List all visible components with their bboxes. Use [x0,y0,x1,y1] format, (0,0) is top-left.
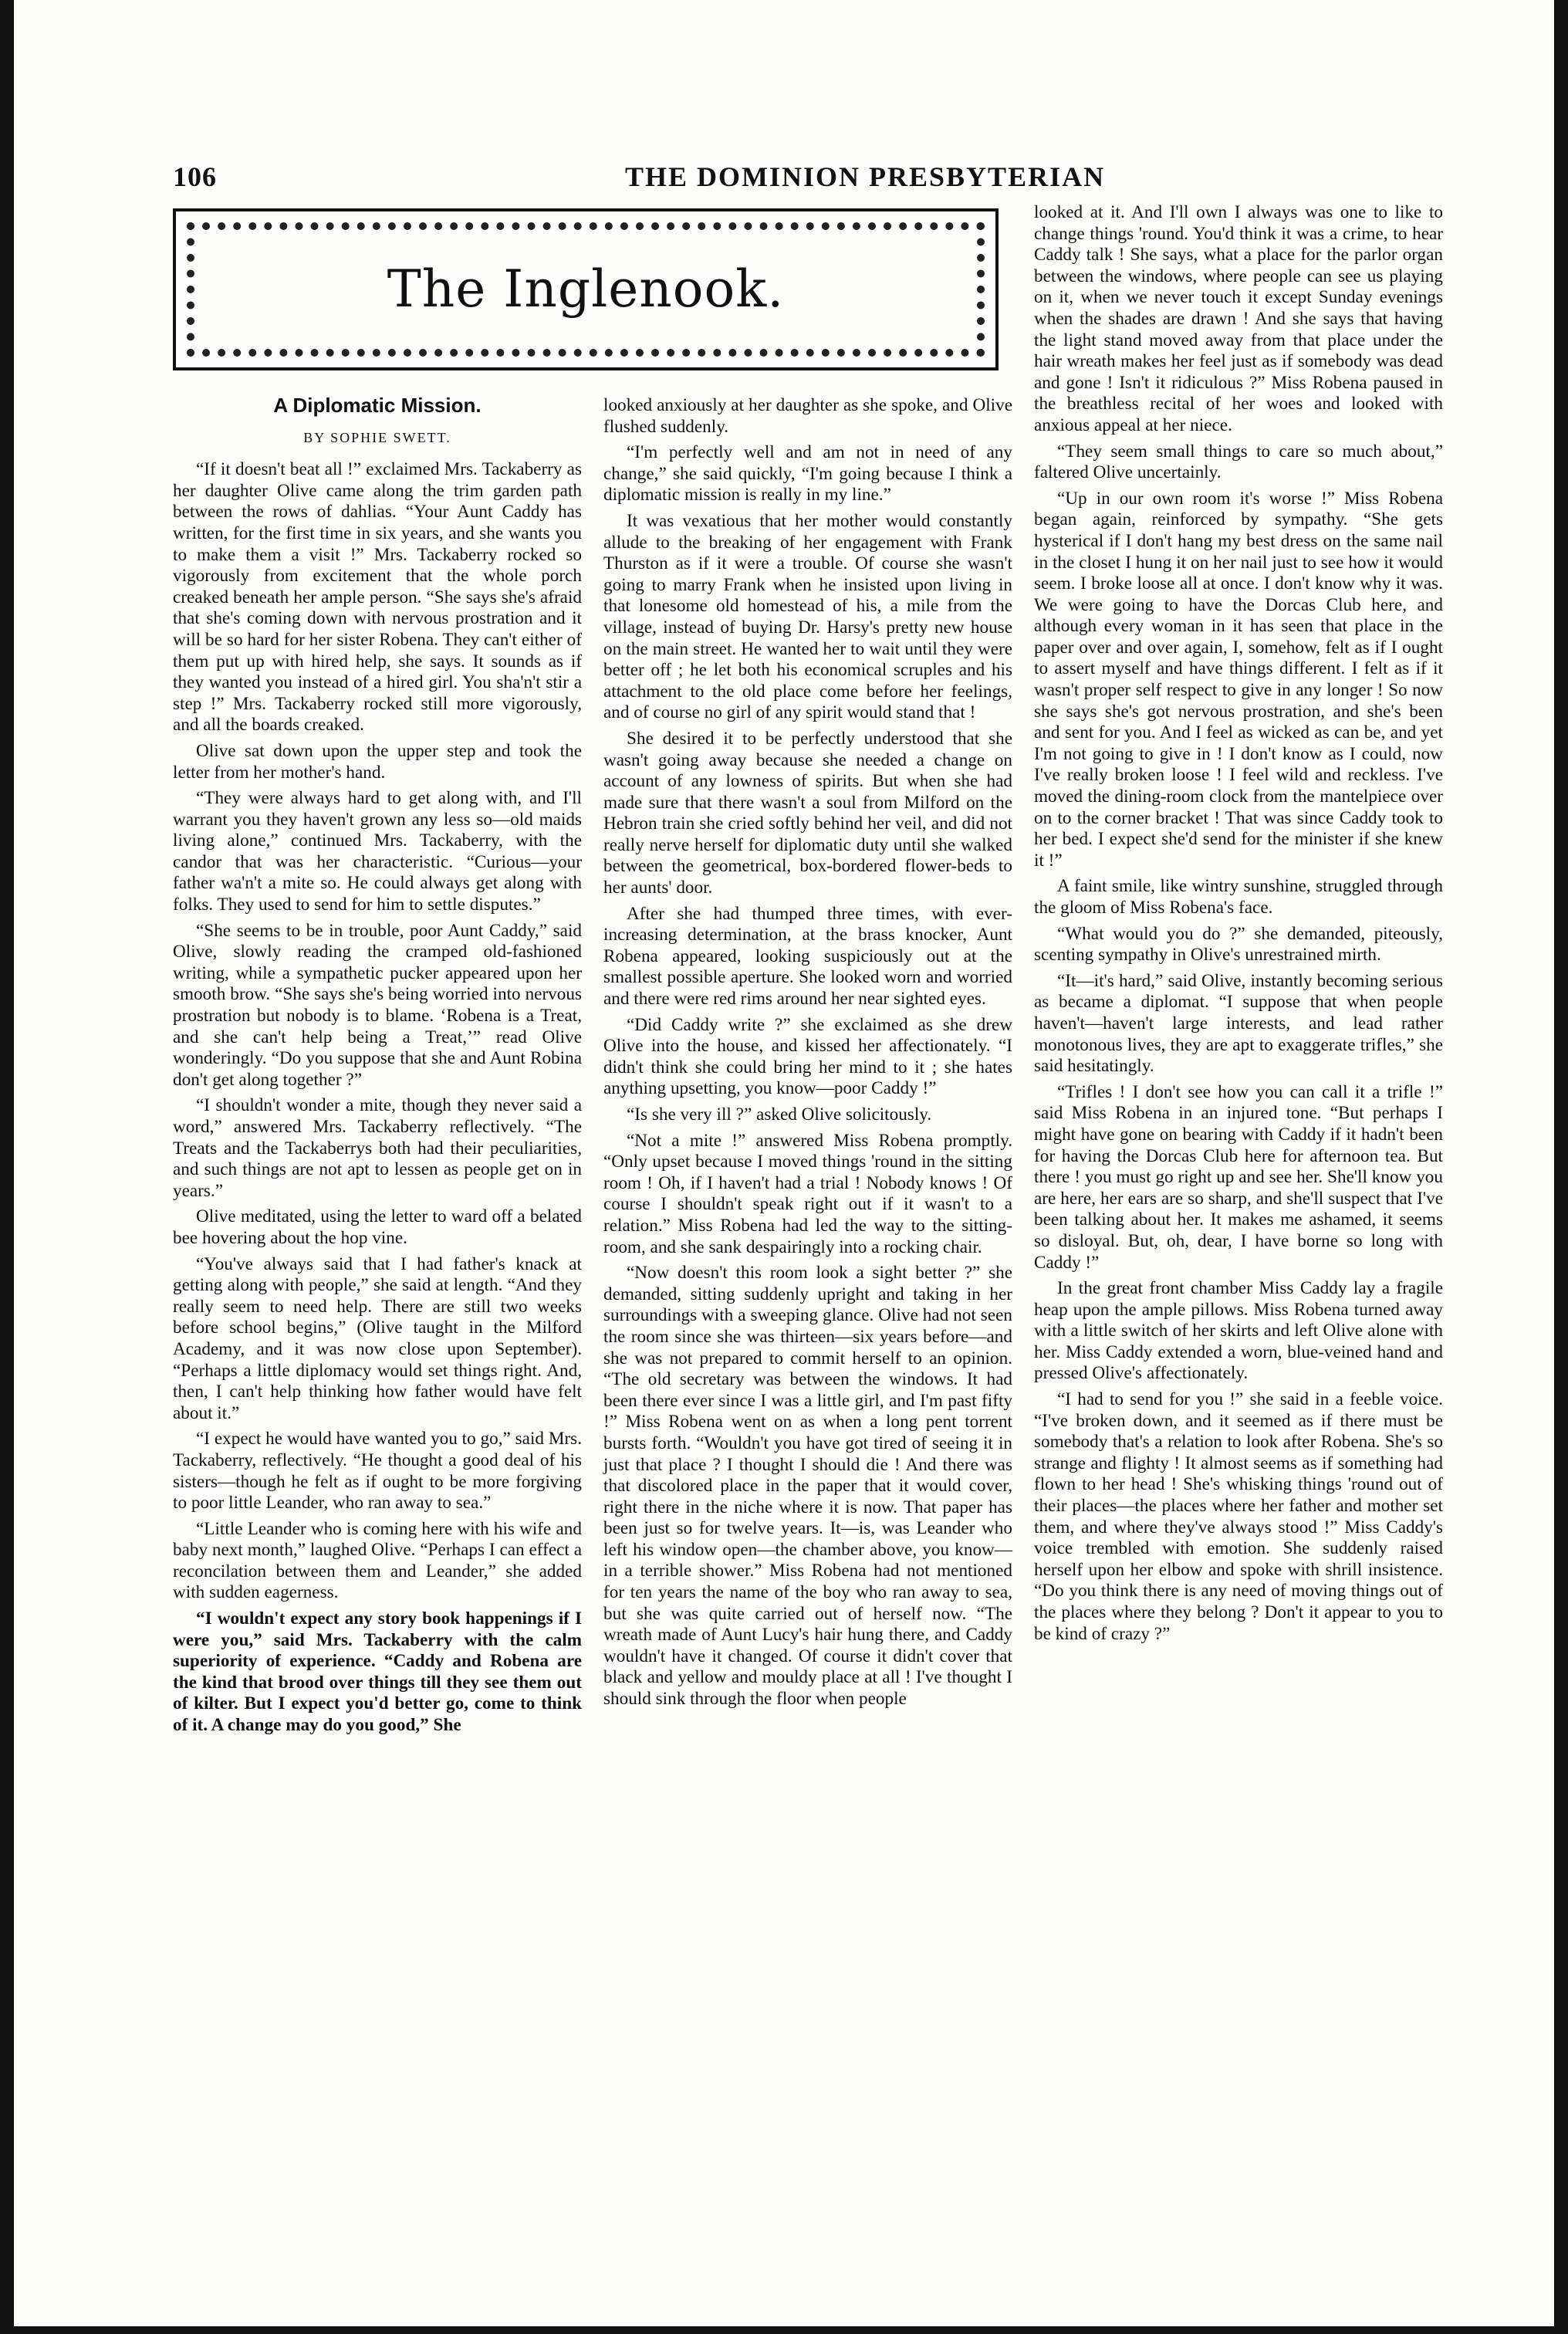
paragraph: “I had to send for you !” she said in a feeble voice. “I've broken down, and it seemed as if there must be somebody that's a relation to look after Robena. She's so strange and flighty ! It almost seems as if something had flown to her head ! She's whisking things 'round out of their places—the places where her father and mother set them, and where they've always stood !” Miss Caddy's voice trembled with emotion. She suddenly raised herself upon her elbow and spoke with shrill insistence. “Do you think there is any need of moving things out of the places where they belong ? Don't it appear to you to be kind of crazy ?” [1034,1389,1443,1644]
paragraph: “I wouldn't expect any story book happenings if I were you,” said Mrs. Tackaberry with the calm superiority of experience. “Caddy and Robena are the kind that brood over things till they see them out of kilter. But I expect you'd better go, come to think of it. A change may do you good,” She [173,1608,582,1736]
paragraph: “Up in our own room it's worse !” Miss Robena began again, reinforced by sympathy. “She gets hysterical if I don't hang my best dress on the same nail in the closet I hung it on her nail just to see how it would seem. I broke loose all at once. I don't know why it was. We were going to have the Dorcas Club here, and although every woman in it has seen that place in the paper over and over again, I, somehow, felt as if I ought to assert myself and have things different. I felt as if it wasn't proper self respect to give in any longer ! So now she says she's got nervous prostration, and she's been and sent for you. And I feel as wicked as can be, and yet I'm not going to give in ! I don't know as I could, now I've really broken loose ! I feel wild and reckless. I've moved the dining-room clock from the mantelpiece over on to the corner bracket ! That was since Caddy took to her bed. I expect she'd send for the minister if she knew it !” [1034,488,1443,871]
paragraph: “Now doesn't this room look a sight better ?” she demanded, sitting suddenly upright and taking in her surroundings with a sweeping glance. Olive had not seen the room since she was thirteen—six years before—and she was not prepared to commit herself to an opinion. “The old secretary was between the windows. It had been there ever since I was a little girl, and I'm past fifty !” Miss Robena went on as when a long pent torrent bursts forth. “Wouldn't you have got tired of seeing it in just that place ? I thought I should die ! And there was that discolored place in the paper that it would cover, right there in the niche where it is now. That paper has been just so for twelve years. It—is, was Leander who left his window open—the chamber above, you know—in a terrible shower.” Miss Robena had not mentioned for ten years the name of the boy who ran away to sea, but she was quite carried out of herself now. “The wreath made of Aunt Lucy's hair hung there, and Caddy wouldn't have it changed. Of course it didn't cover that black and yellow and mouldy place at all ! I've thought I should sink through the floor when people [603,1263,1012,1710]
paragraph: “You've always said that I had father's knack at getting along with people,” she said at length. “And they really seem to need help. There are still two weeks before school begins,” (Olive taught in the Milford Academy, and it was now close upon September). “Perhaps a little diplomacy would set things right. And, then, I can't help thinking how father would have felt about it.” [173,1253,582,1423]
paragraph: “Not a mite !” answered Miss Robena promptly. “Only upset because I moved things 'round in the sitting room ! Oh, if I haven't had a trial ! Nobody knows ! Of course I shouldn't speak right out if it wasn't to a relation.” Miss Robena had led the way to the sitting-room, and she sank despairingly into a rocking chair. [603,1130,1012,1257]
paragraph: “I shouldn't wonder a mite, though they never said a word,” answered Mrs. Tackaberry reflectively. “The Treats and the Tackaberrys both had their peculiarities, and such things are not apt to lessen as people get on in years.” [173,1095,582,1201]
paragraph: After she had thumped three times, with ever-increasing determination, at the brass knocker, Aunt Robena appeared, looking suspiciously out at the smallest possible aperture. She looked worn and worried and there were red rims around her near sighted eyes. [603,903,1012,1010]
column-3 [1034,202,1443,1649]
paragraph: “She seems to be in trouble, poor Aunt Caddy,” said Olive, slowly reading the cramped old-fashioned writing, while a sympathetic pucker appeared upon her smooth brow. “She says she's being worried into nervous prostration but nobody is to blame. ‘Robena is a Treat, and she can't help being a Treat,’” read Olive wonderingly. “Do you suppose that she and Aunt Robina don't get along together ?” [173,920,582,1090]
column-2 [603,395,1012,1715]
paragraph: “I expect he would have wanted you to go,” said Mrs. Tackaberry, reflectively. “He thought a good deal of his sisters—though he felt as if ought to be more forgiving to poor little Leander, who ran away to sea.” [173,1429,582,1514]
paragraph: “If it doesn't beat all !” exclaimed Mrs. Tackaberry as her daughter Olive came along the trim garden path between the rows of dahlias. “Your Aunt Caddy has written, for the first time in six years, and she wants you to make them a visit !” Mrs. Tackaberry rocked so vigorously from excitement that the whole porch creaked beneath her ample person. “She says she's afraid that she's coming down with nervous prostration and it will be so hard for her sister Robena. They can't either of them put up with hired help, she says. It sounds as if they wanted you instead of a hired girl. You sha'n't stir a step !” Mrs. Tackaberry rocked still more vigorously, and all the boards creaked. [173,459,582,736]
paragraph: “They were always hard to get along with, and I'll warrant you they haven't grown any less so—old maids living alone,” continued Mrs. Tackaberry, with the candor that was her characteristic. “Curious—your father wa'n't a mite so. He could always get along with folks. They used to send for him to settle disputes.” [173,788,582,915]
paragraph: In the great front chamber Miss Caddy lay a fragile heap upon the ample pillows. Miss Robena turned away with a little switch of her skirts and left Olive alone with her. Miss Caddy extended a worn, blue-veined hand and pressed Olive's affectionately. [1034,1278,1443,1384]
paragraph: “Is she very ill ?” asked Olive solicitously. [627,1104,932,1125]
section-banner [173,208,999,370]
scan-border-left [0,0,14,2334]
section-title: The Inglenook. [387,259,785,319]
paragraph: “Did Caddy write ?” she exclaimed as she drew Olive into the house, and kissed her affectionately. “I didn't think she could bring her mind to it ; she hates anything upsetting, you know—poor Caddy !” [603,1014,1012,1099]
paragraph: “They seem small things to care so much about,” faltered Olive uncertainly. [1034,441,1443,483]
column-1 [173,395,582,1741]
paragraph: Olive meditated, using the letter to ward off a belated bee hovering about the hop vine. [173,1206,582,1248]
paragraph: “I'm perfectly well and am not in need of any change,” she said quickly, “I'm going because I think a diplomatic mission is really in my line.” [603,442,1012,506]
scan-border-bottom [0,2326,1568,2334]
paragraph: It was vexatious that her mother would constantly allude to the breaking of her engagement with Frank Thurston as if it were a trouble. Of course she wasn't going to marry Frank when he insisted upon living in that lonesome old homestead of his, a mile from the village, instead of buying Dr. Harsy's pretty new house on the main street. He wanted her to wait until they were better off ; he let both his economical scruples and his attachment to the old place come before her feelings, and of course no girl of any spirit would stand that ! [603,510,1012,723]
article-title: A Diplomatic Mission. [273,394,482,417]
paragraph: She desired it to be perfectly understood that she wasn't going away because she needed a change on account of any lowness of spirits. But when she had made sure that there wasn't a soul from Milford on the Hebron train she cried softly behind her veil, and did not really nerve herself for diplomatic duty until she walked between the geometrical, box-bordered flower-beds to her aunts' door. [603,728,1012,898]
paragraph: “It—it's hard,” said Olive, instantly becoming serious as became a diplomat. “I suppose that when people haven't—haven't large interests, and lead rather monotonous lives, they are apt to exaggerate trifles,” she said hesitatingly. [1034,970,1443,1077]
paragraph: “What would you do ?” she demanded, piteously, scenting sympathy in Olive's unrestrained mirth. [1034,923,1443,966]
paragraph: “Trifles ! I don't see how you can call it a trifle !” said Miss Robena in an injured tone. “But perhaps I might have gone on bearing with Caddy if it hadn't been for having the Dorcas Club here for afternoon tea. But there ! you must go right up and see her. She'll know you are here, her ears are so sharp, and she'll suspect that I've been talking about her. It makes me ashamed, it seems so disloyal. But, oh, dear, I have borne so long with Caddy !” [1034,1081,1443,1273]
article-byline: BY SOPHIE SWETT. [303,429,451,445]
paragraph: looked anxiously at her daughter as she spoke, and Olive flushed suddenly. [603,395,1012,437]
paragraph: A faint smile, like wintry sunshine, struggled through the gloom of Miss Robena's face. [1034,876,1443,918]
paragraph: Olive sat down upon the upper step and took the letter from her mother's hand. [173,740,582,783]
paragraph: “Little Leander who is coming here with his wife and baby next month,” laughed Olive. “Perhaps I can effect a reconcilation between them and Leander,” she added with sudden eagerness. [173,1518,582,1603]
scan-border-right [1554,0,1568,2334]
page-number: 106 [173,161,217,192]
paragraph: looked at it. And I'll own I always was one to like to change things 'round. You'd think it was a crime, to hear Caddy talk ! She says, what a place for the parlor organ between the windows, where people can see us playing on it, when we never touch it except Sunday evenings when the shades are drawn ! And she says that having the light stand moved away from that place under the hair wreath makes her feel just as if somebody was dead and gone ! Isn't it ridiculous ?” Miss Robena paused in the breathless recital of her woes and looked with anxious appeal at her niece. [1034,202,1443,435]
publication-title: THE DOMINION PRESBYTERIAN [625,161,1106,192]
